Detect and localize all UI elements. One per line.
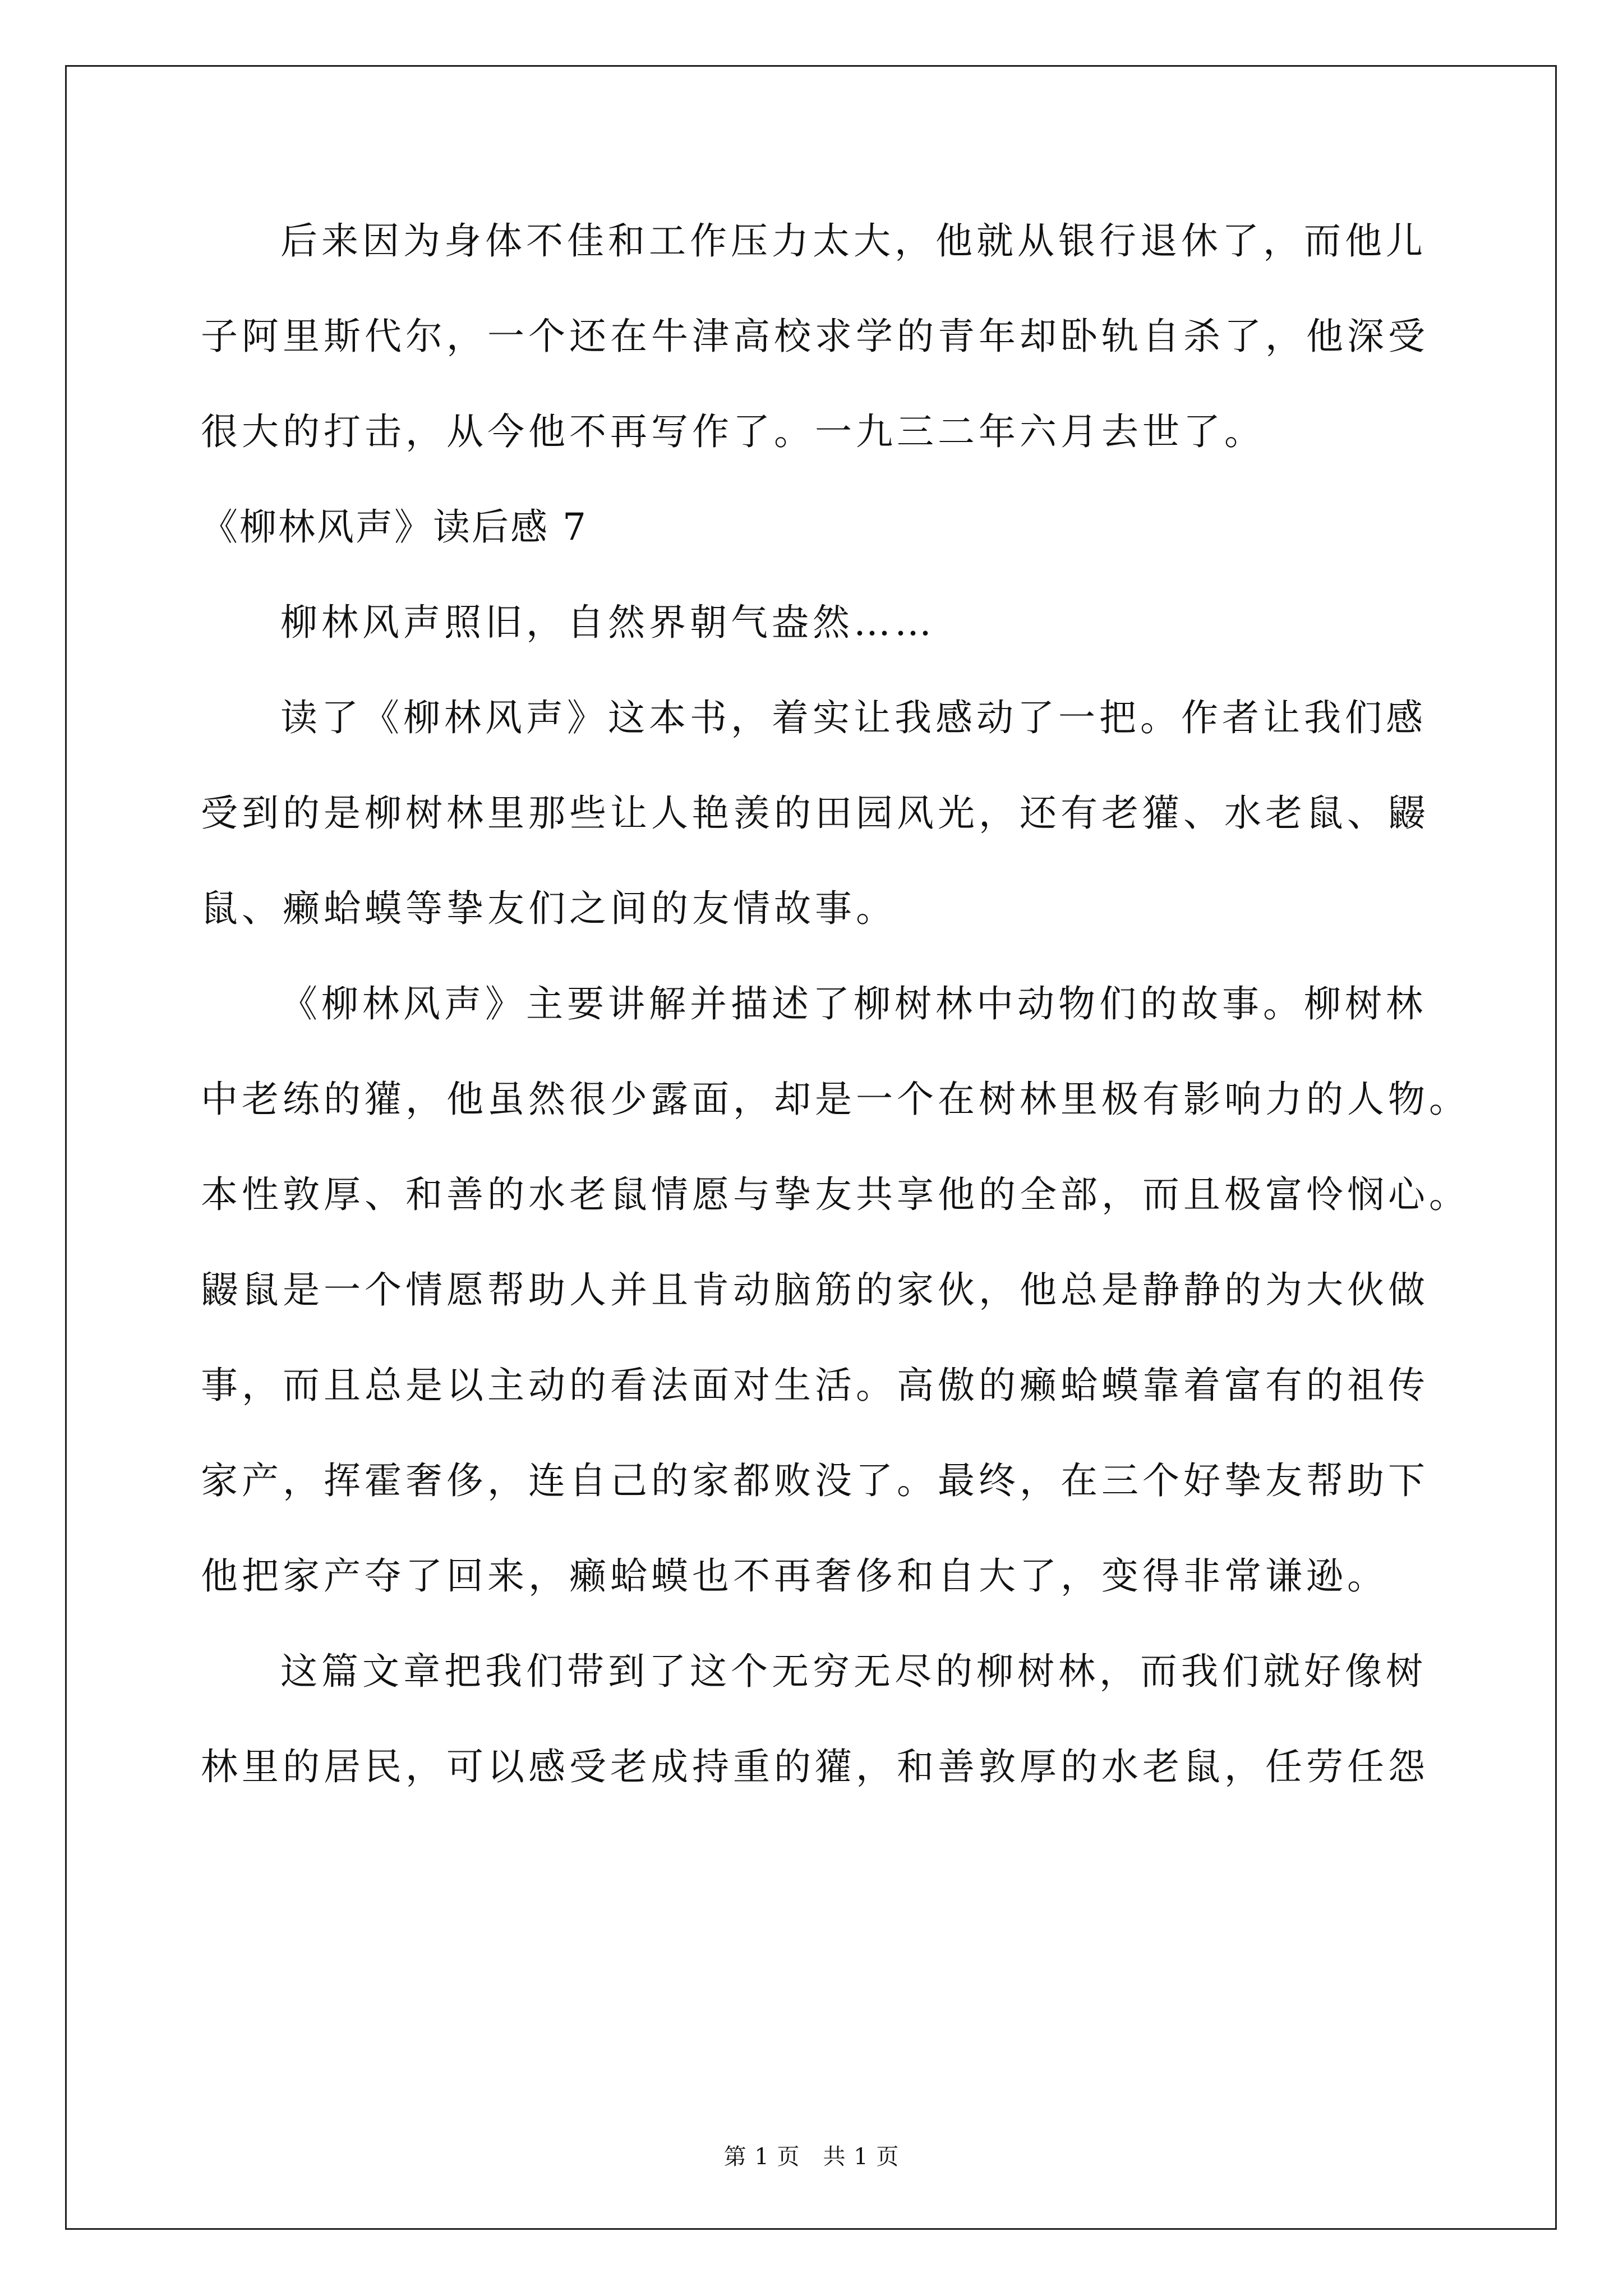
paragraph-line: 《柳林风声》主要讲解并描述了柳树林中动物们的故事。柳树林 [280, 982, 1427, 1025]
paragraph-line: 他把家产夺了回来，癞蛤蟆也不再奢侈和自大了，变得非常谦逊。 [201, 1554, 1388, 1598]
paragraph-line: 本性敦厚、和善的水老鼠情愿与挚友共享他的全部，而且极富怜悯心。 [201, 1173, 1470, 1216]
paragraph-line: 事，而且总是以主动的看法面对生活。高傲的癞蛤蟆靠着富有的祖传 [201, 1364, 1429, 1407]
paragraph-line: 后来因为身体不佳和工作压力太大，他就从银行退休了，而他儿 [280, 219, 1427, 263]
page-number-footer: 第 1 页 共 1 页 [723, 2144, 900, 2170]
paragraph-line: 读了《柳林风声》这本书，着实让我感动了一把。作者让我们感 [280, 696, 1427, 739]
paragraph-line: 家产，挥霍奢侈，连自己的家都败没了。最终，在三个好挚友帮助下 [201, 1459, 1429, 1502]
paragraph-line: 受到的是柳树林里那些让人艳羡的田园风光，还有老獾、水老鼠、鼹 [201, 792, 1429, 835]
paragraph-line: 鼠、癞蛤蟆等挚友们之间的友情故事。 [201, 887, 897, 930]
paragraph-line: 很大的打击，从今他不再写作了。一九三二年六月去世了。 [201, 410, 1265, 453]
paragraph-line: 柳林风声照旧，自然界朝气盎然…… [280, 601, 935, 644]
paragraph-line: 子阿里斯代尔，一个还在牛津高校求学的青年却卧轨自杀了，他深受 [201, 315, 1429, 358]
paragraph-line: 这篇文章把我们带到了这个无穷无尽的柳树林，而我们就好像树 [280, 1650, 1427, 1693]
paragraph-line: 鼹鼠是一个情愿帮助人并且肯动脑筋的家伙，他总是静静的为大伙做 [201, 1268, 1429, 1312]
page-border [65, 65, 1557, 2230]
paragraph-line: 林里的居民，可以感受老成持重的獾，和善敦厚的水老鼠，任劳任怨 [201, 1745, 1429, 1788]
paragraph-line: 中老练的獾，他虽然很少露面，却是一个在树林里极有影响力的人物。 [201, 1078, 1470, 1121]
section-heading: 《柳林风声》读后感 7 [201, 505, 588, 549]
